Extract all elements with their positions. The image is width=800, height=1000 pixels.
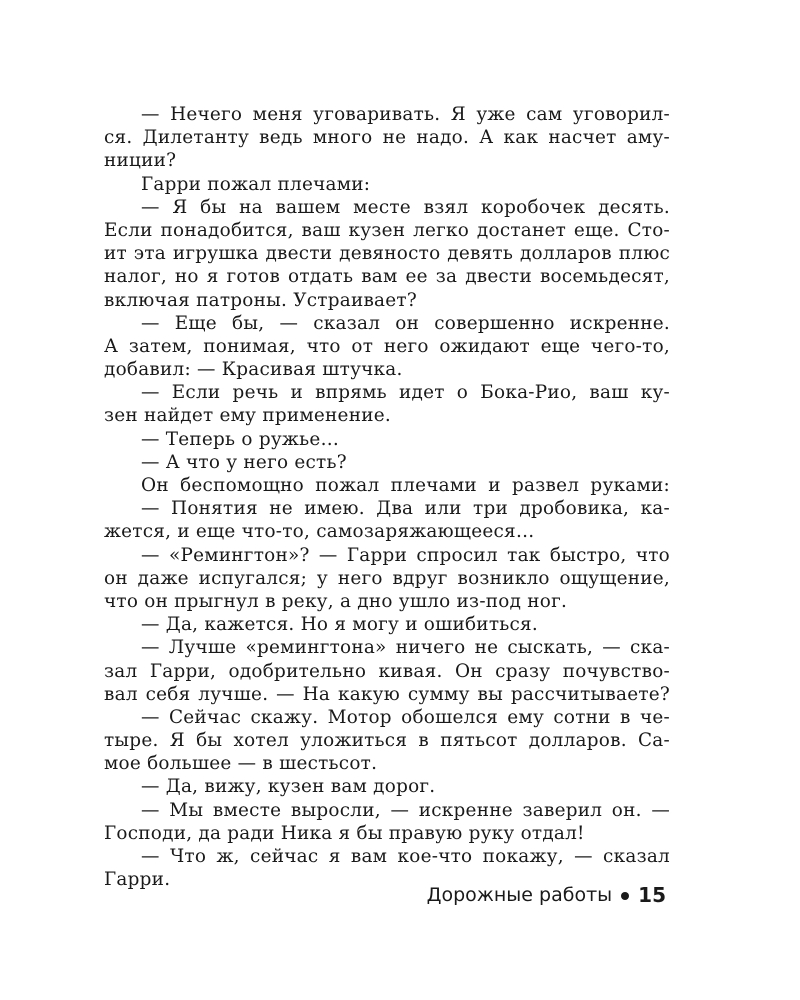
text-line: — Лучше «ремингтона» ничего не сыскать, — ска-: [141, 637, 670, 659]
text-line: — Да, вижу, кузен вам дорог.: [141, 776, 436, 798]
text-line: жется, и еще что-то, самозаряжающееся…: [104, 521, 535, 543]
text-line: — Да, кажется. Но я могу и ошибиться.: [141, 614, 538, 636]
text-line: — Я бы на вашем месте взял коробочек десять.: [141, 196, 670, 218]
text-line: Гарри.: [104, 869, 171, 891]
text-line: — Теперь о ружье…: [141, 428, 340, 450]
text-line: — Еще бы, — сказал он совершенно искренне.: [141, 312, 670, 334]
text-line: — Понятия не имею. Два или три дробовика, ка-: [141, 498, 670, 520]
text-line: тыре. Я бы хотел уложиться в пятьсот долларов. Са-: [104, 730, 670, 752]
text-line: — Нечего меня уговаривать. Я уже сам уговорил-: [141, 104, 670, 125]
body-text: [104, 103, 670, 891]
text-line: — Мы вместе выросли, — искренне заверил он. —: [141, 799, 670, 821]
text-line: А затем, понимая, что от него ожидают еще чего-то,: [104, 335, 670, 357]
text-line: включая патроны. Устраивает?: [104, 289, 417, 311]
text-line: что он прыгнул в реку, а дно ушло из-под ног.: [104, 590, 568, 612]
text-line: — «Ремингтон»? — Гарри спросил так быстро, что: [141, 544, 670, 566]
text-line: ит эта игрушка двести девяносто девять долларов плюс: [104, 243, 670, 265]
text-line: добавил: — Красивая штучка.: [104, 359, 403, 381]
text-line: — А что у него есть?: [141, 451, 347, 473]
text-line: — Если речь и впрямь идет о Бока-Рио, ваш ку-: [141, 382, 670, 404]
bullet-separator: [621, 892, 629, 900]
text-line: вал себя лучше. — На какую сумму вы рассчитываете?: [104, 683, 670, 705]
text-line: ниции?: [104, 150, 177, 172]
text-line: мое большее — в шестьсот.: [104, 753, 378, 775]
page-number: 15: [638, 883, 666, 907]
text-line: Он беспомощно пожал плечами и развел руками:: [141, 475, 670, 496]
text-line: Господи, да ради Ника я бы правую руку отдал!: [104, 822, 585, 844]
text-line: он даже испугался; у него вдруг возникло ощущение,: [104, 567, 670, 589]
text-line: зен найдет ему применение.: [104, 405, 391, 427]
text-line: — Что ж, сейчас я вам кое-что покажу, — сказал: [141, 846, 670, 867]
text-line: зал Гарри, одобрительно кивая. Он сразу почувство-: [104, 660, 670, 682]
text-line: Гарри пожал плечами:: [141, 173, 371, 195]
running-title: Дорожные работы: [426, 884, 613, 906]
page-footer: [427, 883, 666, 907]
text-line: — Сейчас скажу. Мотор обошелся ему сотни в че-: [141, 706, 670, 728]
text-line: Если понадобится, ваш кузен легко достанет еще. Сто-: [104, 219, 670, 241]
text-line: налог, но я готов отдать вам ее за двести восемьдесят,: [104, 266, 670, 288]
text-line: ся. Дилетанту ведь много не надо. А как насчет аму-: [104, 127, 670, 149]
